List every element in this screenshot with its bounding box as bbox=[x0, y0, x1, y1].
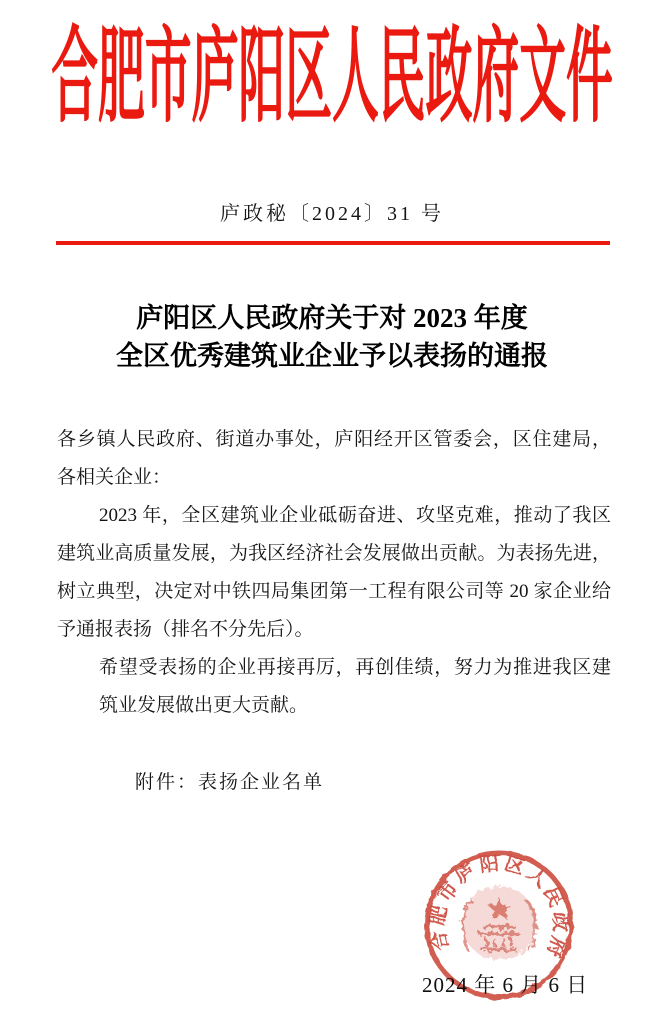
document-number: 庐政秘〔2024〕31 号 bbox=[220, 203, 444, 225]
emblem-building bbox=[479, 925, 519, 952]
body-line: 建筑业高质量发展，为我区经济社会发展做出贡献。为表扬先进， bbox=[57, 543, 611, 564]
emblem-wheat bbox=[463, 900, 536, 951]
seal-text: 合肥市庐阳区人民政府 bbox=[427, 852, 571, 964]
document-body bbox=[57, 421, 611, 725]
document-title-line-2: 全区优秀建筑业企业予以表扬的通报 bbox=[116, 341, 548, 371]
salutation-line: 各相关企业： bbox=[57, 467, 172, 488]
body-line: 筑业发展做出更大贡献。 bbox=[99, 695, 309, 716]
document-title-line-1: 庐阳区人民政府关于对 2023 年度 bbox=[136, 303, 528, 333]
document-title bbox=[0, 299, 664, 375]
body-line: 予通报表扬（排名不分先后）。 bbox=[57, 619, 314, 640]
salutation-line: 各乡镇人民政府、街道办事处，庐阳经开区管委会，区住建局， bbox=[57, 429, 611, 450]
national-emblem-star bbox=[488, 897, 511, 919]
body-line: 树立典型，决定对中铁四局集团第一工程有限公司等 20 家企业给 bbox=[57, 581, 611, 602]
issue-date: 2024 年 6 月 6 日 bbox=[422, 973, 589, 997]
attachment-note: 附件：表扬企业名单 bbox=[135, 772, 325, 793]
body-line: 希望受表扬的企业再接再厉，再创佳绩，努力为推进我区建 bbox=[99, 657, 611, 678]
letterhead-org-title: 合肥市庐阳区人民政府文件 bbox=[51, 20, 613, 135]
seal-center-emblem bbox=[462, 886, 536, 960]
body-line: 2023 年，全区建筑业企业砥砺奋进、攻坚克难，推动了我区 bbox=[99, 505, 611, 526]
red-divider-line bbox=[56, 241, 610, 245]
seal-text-path bbox=[425, 852, 572, 964]
